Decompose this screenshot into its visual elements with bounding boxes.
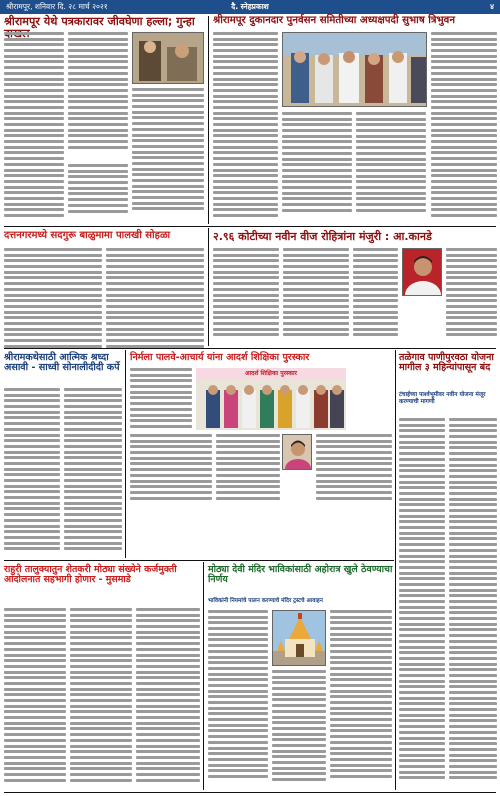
column-divider-3 [125, 350, 126, 558]
article-4-body-col1 [213, 248, 279, 346]
article-1-photo [132, 32, 204, 84]
column-divider [208, 16, 209, 224]
article-1-body-col3 [132, 88, 204, 222]
article-1-body-col4 [68, 164, 128, 222]
article-1-body [4, 32, 64, 222]
horizontal-rule-2 [4, 348, 496, 349]
article-4-title: २.९६ कोटीच्या नवीन वीज रोहित्रांना मंजुरी : आ.कानडे [213, 230, 432, 243]
article-4-body-col3 [353, 248, 398, 346]
article-6-body-col3 [216, 434, 280, 504]
article-7-subtitle: टंचाईच्या पार्श्वभूमीवर नवीन योजना मंजूर करण्याची मागणी [399, 392, 486, 405]
header-date: श्रीरामपूर, शनिवार दि. २८ मार्च २०२१ [6, 2, 108, 11]
article-8-title: राहुरी तालुक्यातुन शेतकरी मोठ्या संख्येने कर्जमुक्ती आंदोलनात सहभागी होणार - मुसमाडे [4, 564, 177, 585]
article-7-title: तळेगाव पाणीपुरवठा योजना मागील ३ महिन्यांपासून बंद [399, 352, 494, 373]
article-3-body-col1 [4, 248, 102, 356]
article-4-body-col4 [446, 248, 497, 346]
page-number: ४ [490, 2, 494, 11]
article-9-title: मोठ्या देवी मंदिर भाविकांसाठी अहोरात्र खुले ठेवण्याचा निर्णय [208, 564, 393, 585]
article-7-body-col1 [399, 418, 445, 786]
bottom-rule [4, 792, 496, 793]
article-9-temple-photo [272, 610, 326, 666]
article-2-photo [282, 32, 427, 107]
column-divider-5 [203, 562, 204, 790]
article-8-body-col3 [136, 608, 200, 788]
article-5-title: श्रीरामकथेसाठी आत्मिक श्रध्दा असावी - साध्वी सोनालीदीदी कर्पे [4, 352, 120, 374]
article-2-body-col4 [431, 32, 497, 222]
article-6-title: निर्मला पालवे-आचार्य यांना आदर्श शिक्षिका पुरस्कार [130, 352, 310, 363]
page-header [0, 0, 500, 14]
article-2-body-col3 [356, 112, 426, 222]
column-divider-4 [395, 350, 396, 790]
article-1-body-col2 [68, 32, 128, 160]
article-6-banner: आदर्श शिक्षिका पुरस्कार [244, 370, 298, 377]
horizontal-rule-3 [4, 560, 394, 561]
article-6-body-col2 [130, 434, 212, 504]
horizontal-rule-1 [4, 226, 496, 227]
article-6-body-col1 [130, 368, 192, 430]
article-6-body-col4 [316, 434, 392, 504]
article-4-body-col2 [283, 248, 349, 346]
article-1-title: श्रीरामपूर येथे पत्रकारावर जीवघेणा हल्ला; गुन्हा [4, 15, 195, 28]
newspaper-name: दै. स्नेहप्रकाश [231, 2, 269, 11]
article-8-body-col2 [70, 608, 132, 788]
article-9-subtitle: भाविकांनी नियमांचे पालन करण्याचे मंदिर ट्रस्टचे आवाहन [208, 598, 323, 604]
article-9-body-col2 [272, 670, 326, 786]
article-5-body-col2 [64, 388, 122, 556]
article-7-body-col2 [449, 418, 497, 786]
article-8-body-col1 [4, 608, 66, 788]
article-9-body-col1 [208, 610, 268, 786]
article-2-body-col2 [282, 112, 352, 222]
column-divider-2 [208, 228, 209, 346]
article-4-portrait [402, 248, 442, 296]
article-2-title: श्रीरामपूर दुकानदार पुनर्वसन समितीच्या अध्यक्षपदी सुभाष त्रिभुवन [213, 15, 455, 26]
article-5-body-col1 [4, 388, 60, 556]
article-2-body-col1 [213, 32, 278, 222]
article-6-portrait [282, 434, 312, 470]
article-9-body-col3 [330, 610, 392, 786]
article-3-title: दत्तनगरमध्ये सदगुरू बाळुमामा पालखी सोहळा [4, 230, 171, 241]
article-3-body-col2 [106, 248, 204, 356]
